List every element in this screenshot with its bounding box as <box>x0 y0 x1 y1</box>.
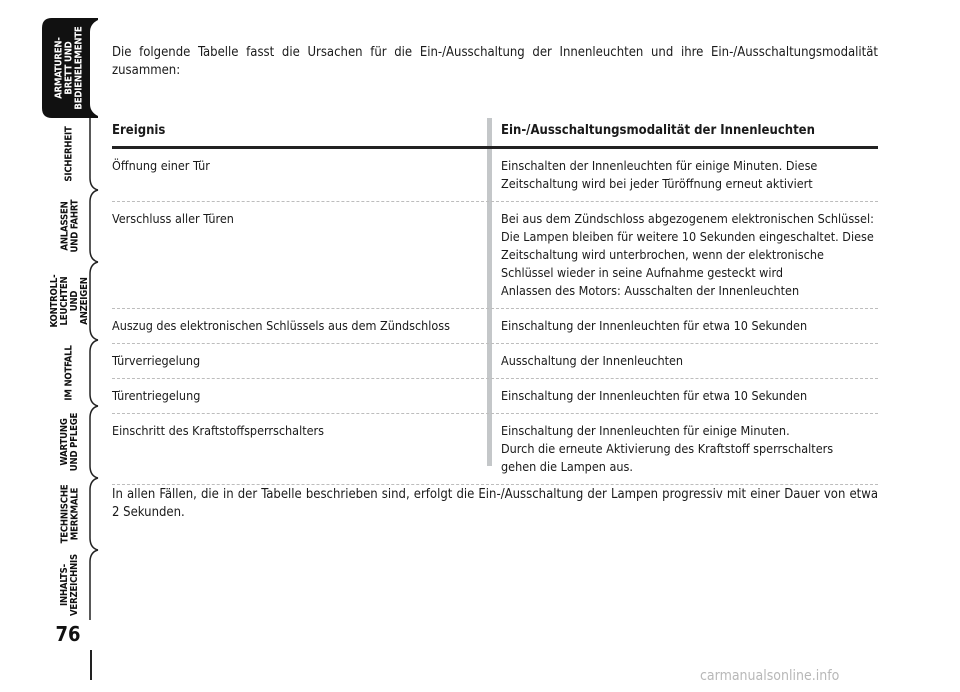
tab-anlassen[interactable] <box>40 190 100 262</box>
tab-label: ANLASSEN UND FAHRT <box>59 199 80 253</box>
event-cell: Türverriegelung <box>112 353 201 368</box>
mode-cell: Einschaltung der Innenleuchten für etwa 10 Sekunden <box>501 318 808 333</box>
event-cell: Öffnung einer Tür <box>112 158 210 173</box>
tab-armaturenbrett[interactable] <box>40 18 100 118</box>
tab-label: IM NOTFALL <box>63 345 75 401</box>
closing-paragraph: In allen Fällen, die in der Tabelle beschrieben sind, erfolgt die Ein-/Ausschaltung der Lampen progressiv mit einer Dauer von etwa 2 Sekunden. <box>112 487 878 520</box>
mode-cell: Einschaltung der Innenleuchten für etwa 10 Sekunden <box>501 388 808 403</box>
tab-label: INHALTS- VERZEICHNIS <box>59 554 80 616</box>
table-row <box>112 344 878 379</box>
mode-cell: Einschalten der Innenleuchten für einige Minuten. Diese Zeitschaltung wird bei jeder Türöffnung erneut aktiviert <box>501 158 818 191</box>
table-row <box>112 379 878 414</box>
table-row <box>112 202 878 309</box>
mode-cell: Ausschaltung der Innenleuchten <box>501 353 684 368</box>
tab-technische-merkmale[interactable] <box>40 478 100 550</box>
lighting-table <box>112 118 878 485</box>
page-rule <box>90 650 92 680</box>
event-cell: Verschluss aller Türen <box>112 211 234 226</box>
page-number: 76 <box>55 622 81 646</box>
intro-paragraph: Die folgende Tabelle fasst die Ursachen für die Ein-/Ausschaltung der Innenleuchten und ihre Ein-/Ausschaltungsmodalität zusammen: <box>112 45 878 78</box>
tab-label: ARMATUREN- BRETT UND BEDIENELEMENTE <box>54 26 85 110</box>
tab-label: KONTROLL- LEUCHTEN UND ANZEIGEN <box>49 274 90 328</box>
event-cell: Türentriegelung <box>112 388 201 403</box>
tab-label: SICHERHEIT <box>64 126 75 182</box>
table-header <box>112 118 878 149</box>
tab-label: WARTUNG UND PFLEGE <box>59 412 80 472</box>
table-row <box>112 309 878 344</box>
event-cell: Auszug des elektronischen Schlüssels aus dem Zündschloss <box>112 318 451 333</box>
header-mode: Ein-/Ausschaltungsmodalität der Innenleuchten <box>501 123 815 138</box>
tab-im-notfall[interactable] <box>40 340 100 406</box>
table-row <box>112 149 878 202</box>
tab-wartung[interactable] <box>40 406 100 478</box>
chapter-sidebar <box>0 0 100 692</box>
table-row <box>112 414 878 485</box>
mode-cell: Bei aus dem Zündschloss abgezogenem elektronischen Schlüssel: Die Lampen bleiben für weitere 10 Sekunden eingeschaltet. Diese Zeitschaltung wird unterbrochen, wenn der elektronische Schlüssel wieder in seine Aufnahme gesteckt wird Anlassen des Motors: Ausschalten der Innenleuchten <box>501 211 874 298</box>
watermark: carmanualsonline.info <box>700 668 840 684</box>
tab-label: TECHNISCHE MERKMALE <box>58 484 80 544</box>
header-event: Ereignis <box>112 123 166 138</box>
event-cell: Einschritt des Kraftstoffsperrschalters <box>112 423 325 438</box>
mode-cell: Einschaltung der Innenleuchten für einige Minuten. Durch die erneute Aktivierung des Kraftstoff sperrschalters gehen die Lampen aus. <box>501 423 834 474</box>
tab-sicherheit[interactable] <box>40 118 100 190</box>
tab-kontrollleuchten[interactable] <box>40 262 100 340</box>
tab-inhaltsverzeichnis[interactable] <box>40 550 100 620</box>
